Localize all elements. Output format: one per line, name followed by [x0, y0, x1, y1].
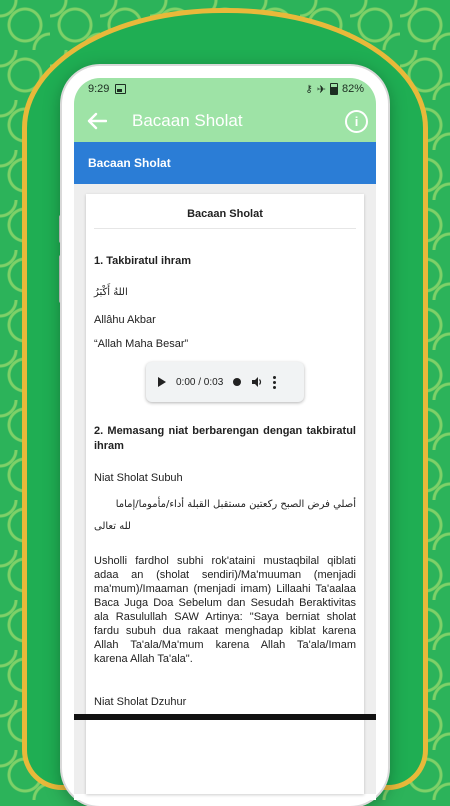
- arrow-left-icon: [87, 112, 107, 130]
- play-icon[interactable]: [158, 377, 166, 387]
- content-card: [86, 194, 364, 794]
- next-subheading: Niat Sholat Dzuhur: [94, 696, 187, 708]
- audio-time: 0:00 / 0:03: [176, 376, 224, 388]
- app-title: Bacaan Sholat: [132, 111, 243, 130]
- card-title: Bacaan Sholat: [94, 194, 356, 229]
- meaning-text: “Allah Maha Besar”: [94, 338, 189, 350]
- info-button[interactable]: [345, 110, 368, 133]
- volume-icon[interactable]: [251, 376, 263, 388]
- back-button[interactable]: [84, 108, 110, 134]
- latin-text: Allâhu Akbar: [94, 314, 156, 326]
- arabic-text: أصلي فرض الصبح ركعتين مستقبل القبلة أداء/مأموما/إماما: [115, 499, 356, 510]
- content-area: [74, 184, 376, 794]
- niat-body-text: Usholli fardhol subhi rok'ataini mustaqbilal qiblati adaa an (sholat sendiri)/Ma'muuman (menjadi ma'mum)/Imaaman (menjadi imam) Lillaahi Ta'aalaa Baca Juga Doa Sebelum dan Sesudah Beraktivitas ala Rasulullah SAW Artinya: "Saya berniat sholat fardu subuh dua rakaat menghadap kiblat karena Allah Ta'ala/Ma'mum karena Allah Ta'ala/Imam karena Allah Ta'ala".: [94, 555, 356, 665]
- status-time: 9:29: [88, 83, 110, 95]
- arabic-text: لله تعالى: [94, 521, 131, 532]
- progress-dot-icon[interactable]: [233, 378, 241, 386]
- image-notification-icon: [115, 84, 126, 94]
- battery-icon: [330, 83, 338, 95]
- app-bar: [74, 100, 376, 142]
- key-icon: ⚷: [305, 83, 313, 95]
- arabic-text: اللهُ أَكْبَرُ: [94, 287, 128, 298]
- bottom-edge: [74, 714, 376, 720]
- airplane-icon: ✈: [316, 83, 326, 96]
- section-heading: 2. Memasang niat berbarengan dengan takbiratul ihram: [94, 425, 356, 452]
- section-heading: 1. Takbiratul ihram: [94, 255, 191, 267]
- section-header: Bacaan Sholat: [74, 142, 376, 184]
- info-icon: i: [354, 113, 359, 129]
- status-bar: [74, 78, 376, 100]
- subheading: Niat Sholat Subuh: [94, 472, 183, 484]
- audio-player: [146, 362, 304, 402]
- more-options-icon[interactable]: [273, 376, 276, 389]
- phone-screen: [74, 78, 376, 800]
- battery-level: 82%: [341, 83, 364, 95]
